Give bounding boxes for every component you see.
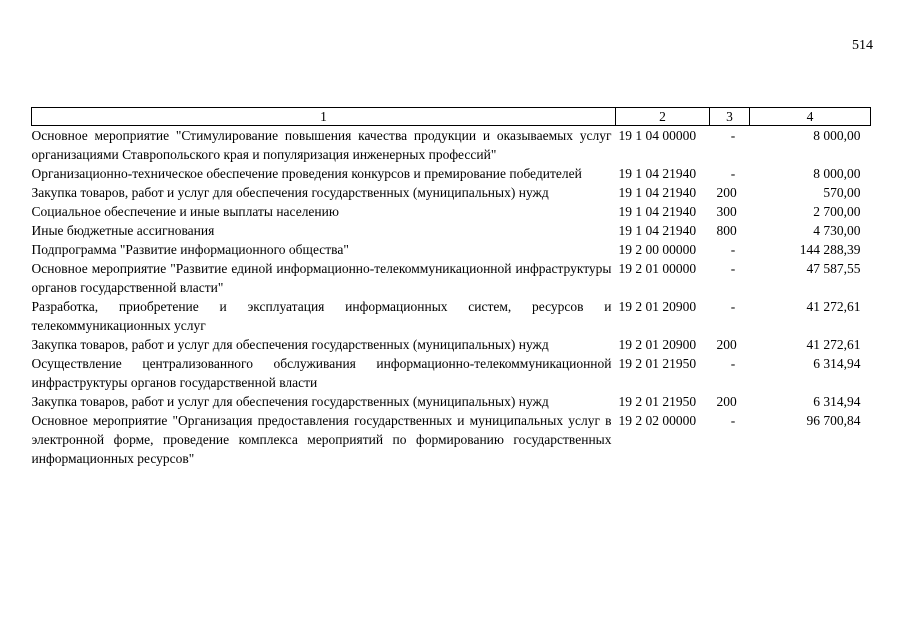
table-row [32, 221, 871, 240]
row-sum: 41 272,61 [806, 337, 861, 352]
row-name: Закупка товаров, работ и услуг для обеспечения государственных (муниципальных) нужд [31, 337, 549, 352]
table-row [32, 126, 871, 165]
row-code: 19 2 00 00000 [618, 242, 697, 257]
row-code: 19 1 04 21940 [618, 166, 697, 181]
row-sum: 96 700,84 [806, 413, 861, 428]
header-row [32, 108, 871, 126]
row-expense-type: 800 [716, 223, 737, 238]
row-name: Иные бюджетные ассигнования [31, 223, 215, 238]
row-expense-type: - [730, 242, 736, 257]
row-name: Основное мероприятие "Развитие единой информационно-телекоммуникационной инфраструктуры органов государственной власти" [31, 261, 612, 295]
row-expense-type: 200 [716, 337, 737, 352]
row-expense-type: - [730, 299, 736, 314]
row-sum: 8 000,00 [813, 166, 861, 181]
header-col-4: 4 [750, 108, 871, 126]
row-sum: 8 000,00 [813, 128, 861, 143]
row-code: 19 2 01 20900 [618, 299, 697, 314]
row-name: Разработка, приобретение и эксплуатация информационных систем, ресурсов и телекоммуникационных услуг [31, 299, 612, 333]
table-header [32, 108, 871, 126]
row-code: 19 2 01 20900 [618, 337, 697, 352]
row-expense-type: - [730, 413, 736, 428]
row-expense-type: 200 [716, 185, 737, 200]
table-body [32, 126, 871, 469]
row-code: 19 1 04 21940 [618, 223, 697, 238]
row-name: Организационно-техническое обеспечение проведения конкурсов и премирование победителей [31, 166, 582, 181]
row-expense-type: 300 [716, 204, 737, 219]
row-name: Социальное обеспечение и иные выплаты населению [31, 204, 339, 219]
row-name: Основное мероприятие "Организация предоставления государственных и муниципальных услуг в электронной форме, проведение комплекса мероприятий по формированию государственных информационных ресурсов" [31, 413, 612, 466]
row-code: 19 1 04 00000 [618, 128, 697, 143]
row-sum: 6 314,94 [813, 356, 861, 371]
header-col-2: 2 [616, 108, 710, 126]
row-sum: 47 587,55 [806, 261, 861, 276]
header-col-3: 3 [710, 108, 750, 126]
row-code: 19 2 01 21950 [618, 356, 697, 371]
row-name: Закупка товаров, работ и услуг для обеспечения государственных (муниципальных) нужд [31, 394, 549, 409]
row-code: 19 2 02 00000 [618, 413, 697, 428]
page-number: 514 [852, 38, 873, 53]
row-name: Осуществление централизованного обслуживания информационно-телекоммуникационной инфраструктуры органов государственной власти [31, 356, 612, 390]
row-expense-type: - [730, 356, 736, 371]
row-expense-type: - [730, 166, 736, 181]
row-expense-type: - [730, 261, 736, 276]
table-row [32, 335, 871, 354]
budget-table [31, 107, 871, 468]
table-row [32, 259, 871, 297]
table-row [32, 183, 871, 202]
row-code: 19 2 01 21950 [618, 394, 697, 409]
table-row [32, 392, 871, 411]
table-row [32, 354, 871, 392]
row-sum: 144 288,39 [799, 242, 861, 257]
row-code: 19 1 04 21940 [618, 185, 697, 200]
row-sum: 4 730,00 [813, 223, 861, 238]
row-name: Подпрограмма "Развитие информационного общества" [31, 242, 349, 257]
row-name: Закупка товаров, работ и услуг для обеспечения государственных (муниципальных) нужд [31, 185, 549, 200]
row-sum: 41 272,61 [806, 299, 861, 314]
table-row [32, 297, 871, 335]
row-sum: 6 314,94 [813, 394, 861, 409]
row-sum: 570,00 [823, 185, 861, 200]
table-row [32, 202, 871, 221]
table-row [32, 240, 871, 259]
row-expense-type: - [730, 128, 736, 143]
row-expense-type: 200 [716, 394, 737, 409]
table-row [32, 164, 871, 183]
row-code: 19 2 01 00000 [618, 261, 697, 276]
row-name: Основное мероприятие "Стимулирование повышения качества продукции и оказываемых услуг организациями Ставропольского края и популяризация инженерных профессий" [31, 128, 612, 162]
table-row [32, 411, 871, 468]
row-sum: 2 700,00 [813, 204, 861, 219]
header-col-1: 1 [32, 108, 616, 126]
row-code: 19 1 04 21940 [618, 204, 697, 219]
